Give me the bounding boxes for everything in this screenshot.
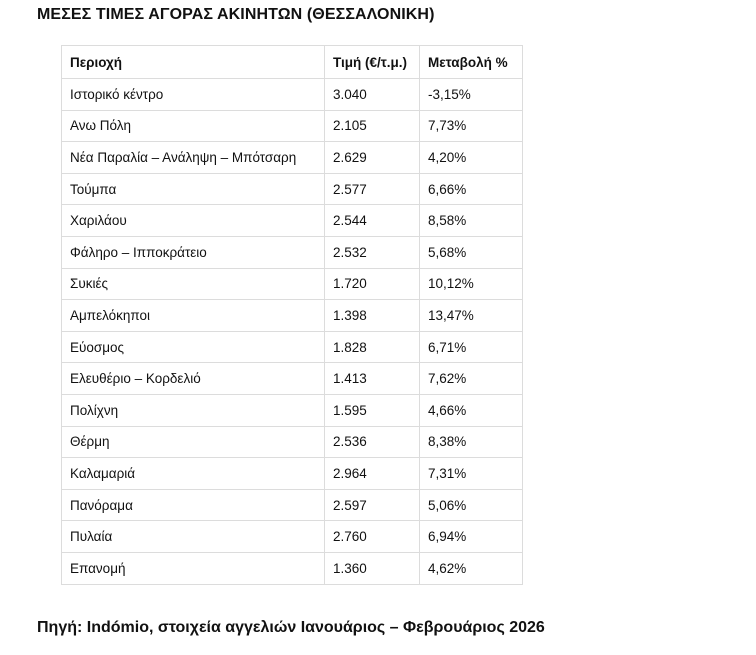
area-cell: Θέρμη: [62, 426, 325, 458]
price-cell: 2.532: [325, 236, 420, 268]
table-row: [62, 331, 523, 363]
table-row: [62, 458, 523, 490]
area-cell: Χαριλάου: [62, 205, 325, 237]
price-table: [61, 45, 523, 585]
area-cell: Συκιές: [62, 268, 325, 300]
area-cell: Ιστορικό κέντρο: [62, 79, 325, 111]
table-row: [62, 489, 523, 521]
change-cell: 5,68%: [420, 236, 523, 268]
price-cell: 2.577: [325, 173, 420, 205]
table-row: [62, 268, 523, 300]
change-cell: 6,94%: [420, 521, 523, 553]
change-cell: 6,66%: [420, 173, 523, 205]
table-row: [62, 110, 523, 142]
price-cell: 2.544: [325, 205, 420, 237]
change-cell: 4,20%: [420, 142, 523, 174]
change-cell: 7,73%: [420, 110, 523, 142]
area-cell: Ανω Πόλη: [62, 110, 325, 142]
table-row: [62, 426, 523, 458]
area-cell: Τούμπα: [62, 173, 325, 205]
area-cell: Πανόραμα: [62, 489, 325, 521]
price-cell: 1.398: [325, 300, 420, 332]
change-cell: 7,62%: [420, 363, 523, 395]
change-cell: 7,31%: [420, 458, 523, 490]
price-cell: 1.828: [325, 331, 420, 363]
price-cell: 2.536: [325, 426, 420, 458]
price-cell: 2.105: [325, 110, 420, 142]
table-row: [62, 236, 523, 268]
price-cell: 1.595: [325, 394, 420, 426]
table-row: [62, 300, 523, 332]
change-cell: 8,38%: [420, 426, 523, 458]
change-cell: 13,47%: [420, 300, 523, 332]
area-cell: Πολίχνη: [62, 394, 325, 426]
source-note: Πηγή: Indómio, στοιχεία αγγελιών Ιανουάριος – Φεβρουάριος 2026: [37, 619, 545, 636]
change-cell: 6,71%: [420, 331, 523, 363]
column-header-price: Τιμή (€/τ.μ.): [325, 46, 420, 79]
price-cell: 2.597: [325, 489, 420, 521]
area-cell: Ελευθέριο – Κορδελιό: [62, 363, 325, 395]
table-row: [62, 173, 523, 205]
price-cell: 1.413: [325, 363, 420, 395]
change-cell: 5,06%: [420, 489, 523, 521]
price-cell: 1.720: [325, 268, 420, 300]
table-row: [62, 521, 523, 553]
column-header-change: Μεταβολή %: [420, 46, 523, 79]
area-cell: Εύοσμος: [62, 331, 325, 363]
table-row: [62, 363, 523, 395]
price-cell: 3.040: [325, 79, 420, 111]
column-header-area: Περιοχή: [62, 46, 325, 79]
price-cell: 1.360: [325, 552, 420, 584]
page-title: ΜΕΣΕΣ ΤΙΜΕΣ ΑΓΟΡΑΣ ΑΚΙΝΗΤΩΝ (ΘΕΣΣΑΛΟΝΙΚΗ): [37, 6, 435, 23]
change-cell: 8,58%: [420, 205, 523, 237]
area-cell: Επανομή: [62, 552, 325, 584]
change-cell: 10,12%: [420, 268, 523, 300]
table-row: [62, 79, 523, 111]
table-header-row: [62, 46, 523, 79]
table-body: [62, 79, 523, 585]
change-cell: 4,62%: [420, 552, 523, 584]
area-cell: Νέα Παραλία – Ανάληψη – Μπότσαρη: [62, 142, 325, 174]
price-cell: 2.964: [325, 458, 420, 490]
table-row: [62, 552, 523, 584]
change-cell: -3,15%: [420, 79, 523, 111]
table-row: [62, 394, 523, 426]
change-cell: 4,66%: [420, 394, 523, 426]
area-cell: Καλαμαριά: [62, 458, 325, 490]
area-cell: Φάληρο – Ιπποκράτειο: [62, 236, 325, 268]
price-cell: 2.760: [325, 521, 420, 553]
area-cell: Πυλαία: [62, 521, 325, 553]
table-row: [62, 205, 523, 237]
table-row: [62, 142, 523, 174]
price-cell: 2.629: [325, 142, 420, 174]
area-cell: Αμπελόκηποι: [62, 300, 325, 332]
